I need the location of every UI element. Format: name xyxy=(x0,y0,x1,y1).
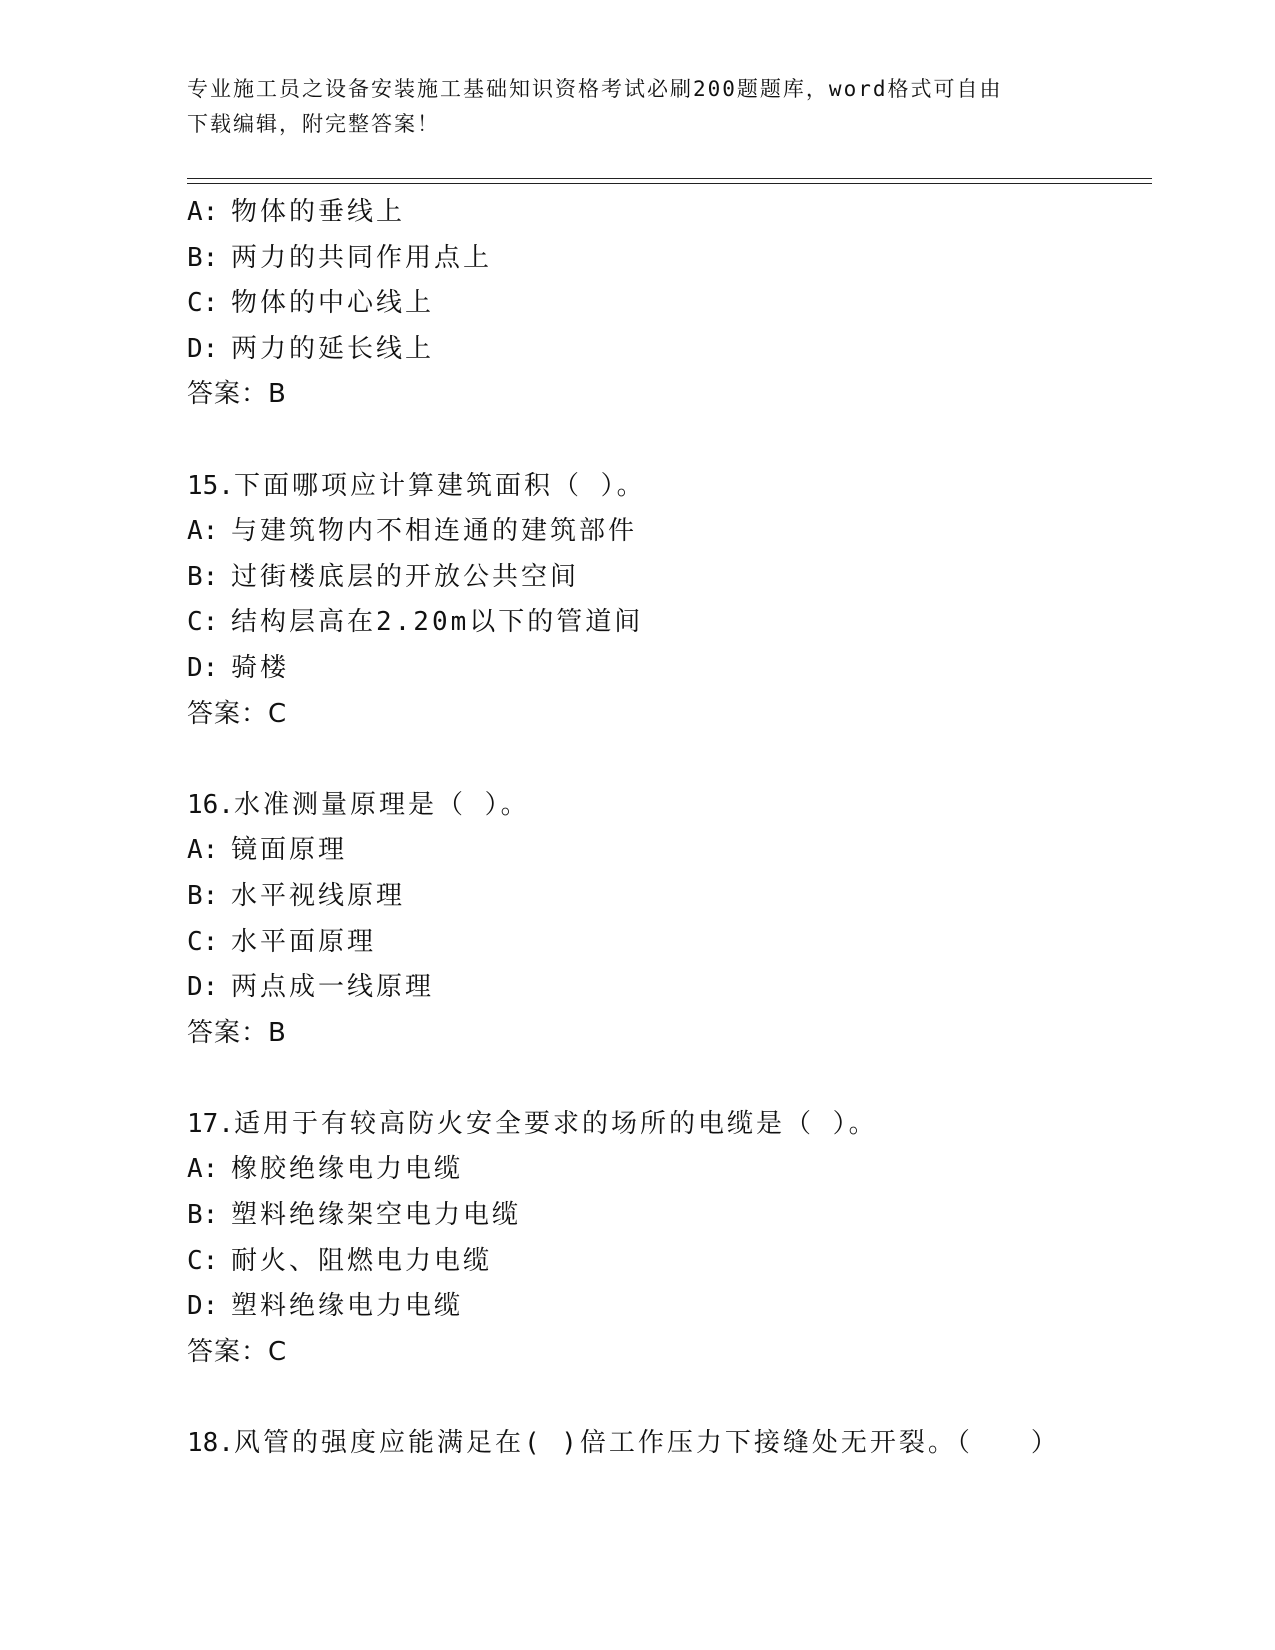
question-block xyxy=(187,783,1152,1057)
option-letter: C: xyxy=(187,607,219,638)
question-number: 15. xyxy=(187,470,234,501)
option-letter: D: xyxy=(187,1291,219,1322)
answer-line: 答案：C xyxy=(187,698,288,729)
spacer xyxy=(187,418,1152,464)
header-divider-bottom xyxy=(187,183,1152,184)
option-letter: B: xyxy=(187,242,219,273)
option-text: 橡胶绝缘电力电缆 xyxy=(231,1154,464,1185)
option-d xyxy=(187,965,1152,1011)
option-d xyxy=(187,1284,1152,1330)
option-letter: C: xyxy=(187,1245,219,1276)
option-a xyxy=(187,509,1152,555)
option-letter: C: xyxy=(187,926,219,957)
option-c xyxy=(187,1239,1152,1285)
question-block xyxy=(187,190,1152,418)
option-text: 过街楼底层的开放公共空间 xyxy=(231,561,580,592)
option-letter: D: xyxy=(187,972,219,1003)
option-d xyxy=(187,327,1152,373)
option-letter: D: xyxy=(187,652,219,683)
option-b xyxy=(187,874,1152,920)
answer-line: 答案：B xyxy=(187,379,287,410)
option-text: 水平面原理 xyxy=(231,926,377,957)
option-a xyxy=(187,1147,1152,1193)
question-stem xyxy=(187,464,1152,510)
question-stem xyxy=(187,783,1152,829)
option-b xyxy=(187,555,1152,601)
question-block xyxy=(187,1102,1152,1376)
option-text: 塑料绝缘电力电缆 xyxy=(231,1291,464,1322)
header-line-1: 专业施工员之设备安装施工基础知识资格考试必刷200题题库，word格式可自由 xyxy=(187,77,1003,101)
question-stem xyxy=(187,1421,1152,1467)
option-a xyxy=(187,828,1152,874)
option-text: 结构层高在2.20m以下的管道间 xyxy=(231,607,644,638)
option-letter: B: xyxy=(187,561,219,592)
option-c xyxy=(187,281,1152,327)
option-text: 与建筑物内不相连通的建筑部件 xyxy=(231,516,638,547)
option-text: 两力的延长线上 xyxy=(231,333,435,364)
question-number: 18. xyxy=(187,1428,234,1459)
option-text: 物体的垂线上 xyxy=(231,197,406,227)
option-text: 镜面原理 xyxy=(231,835,348,866)
question-block xyxy=(187,1421,1152,1467)
option-c xyxy=(187,920,1152,966)
spacer xyxy=(187,737,1152,783)
header-divider-top xyxy=(187,178,1152,179)
option-text: 水平视线原理 xyxy=(231,880,406,911)
question-list xyxy=(187,190,1152,1467)
question-text: 适用于有较高防火安全要求的场所的电缆是（ ）。 xyxy=(233,1108,878,1139)
document-header xyxy=(187,72,1087,142)
question-text: 风管的强度应能满足在( )倍工作压力下接缝处无开裂。（ ） xyxy=(233,1428,1060,1459)
option-text: 两力的共同作用点上 xyxy=(231,242,493,273)
option-letter: A: xyxy=(187,516,219,547)
option-letter: C: xyxy=(187,288,219,319)
question-stem xyxy=(187,1102,1152,1148)
option-a xyxy=(187,190,1152,236)
option-text: 塑料绝缘架空电力电缆 xyxy=(231,1200,522,1231)
question-number: 17. xyxy=(187,1108,234,1139)
question-text: 下面哪项应计算建筑面积（ ）。 xyxy=(233,470,646,501)
answer-line: 答案：C xyxy=(187,1336,288,1367)
option-b xyxy=(187,236,1152,282)
option-d xyxy=(187,646,1152,692)
question-block xyxy=(187,464,1152,738)
option-letter: D: xyxy=(187,333,219,364)
spacer xyxy=(187,1375,1152,1421)
option-c xyxy=(187,600,1152,646)
option-letter: A: xyxy=(187,835,219,866)
spacer xyxy=(187,1056,1152,1102)
question-number: 16. xyxy=(187,789,234,820)
answer-line: 答案：B xyxy=(187,1017,287,1048)
option-text: 两点成一线原理 xyxy=(231,972,435,1003)
option-letter: B: xyxy=(187,1200,219,1231)
option-letter: A: xyxy=(187,197,219,227)
option-b xyxy=(187,1193,1152,1239)
question-text: 水准测量原理是（ ）。 xyxy=(233,789,530,820)
option-text: 骑楼 xyxy=(231,652,290,683)
option-letter: B: xyxy=(187,880,219,911)
option-text: 物体的中心线上 xyxy=(231,288,435,319)
option-letter: A: xyxy=(187,1154,219,1185)
header-line-2: 下载编辑，附完整答案！ xyxy=(187,112,440,136)
option-text: 耐火、阻燃电力电缆 xyxy=(231,1245,493,1276)
